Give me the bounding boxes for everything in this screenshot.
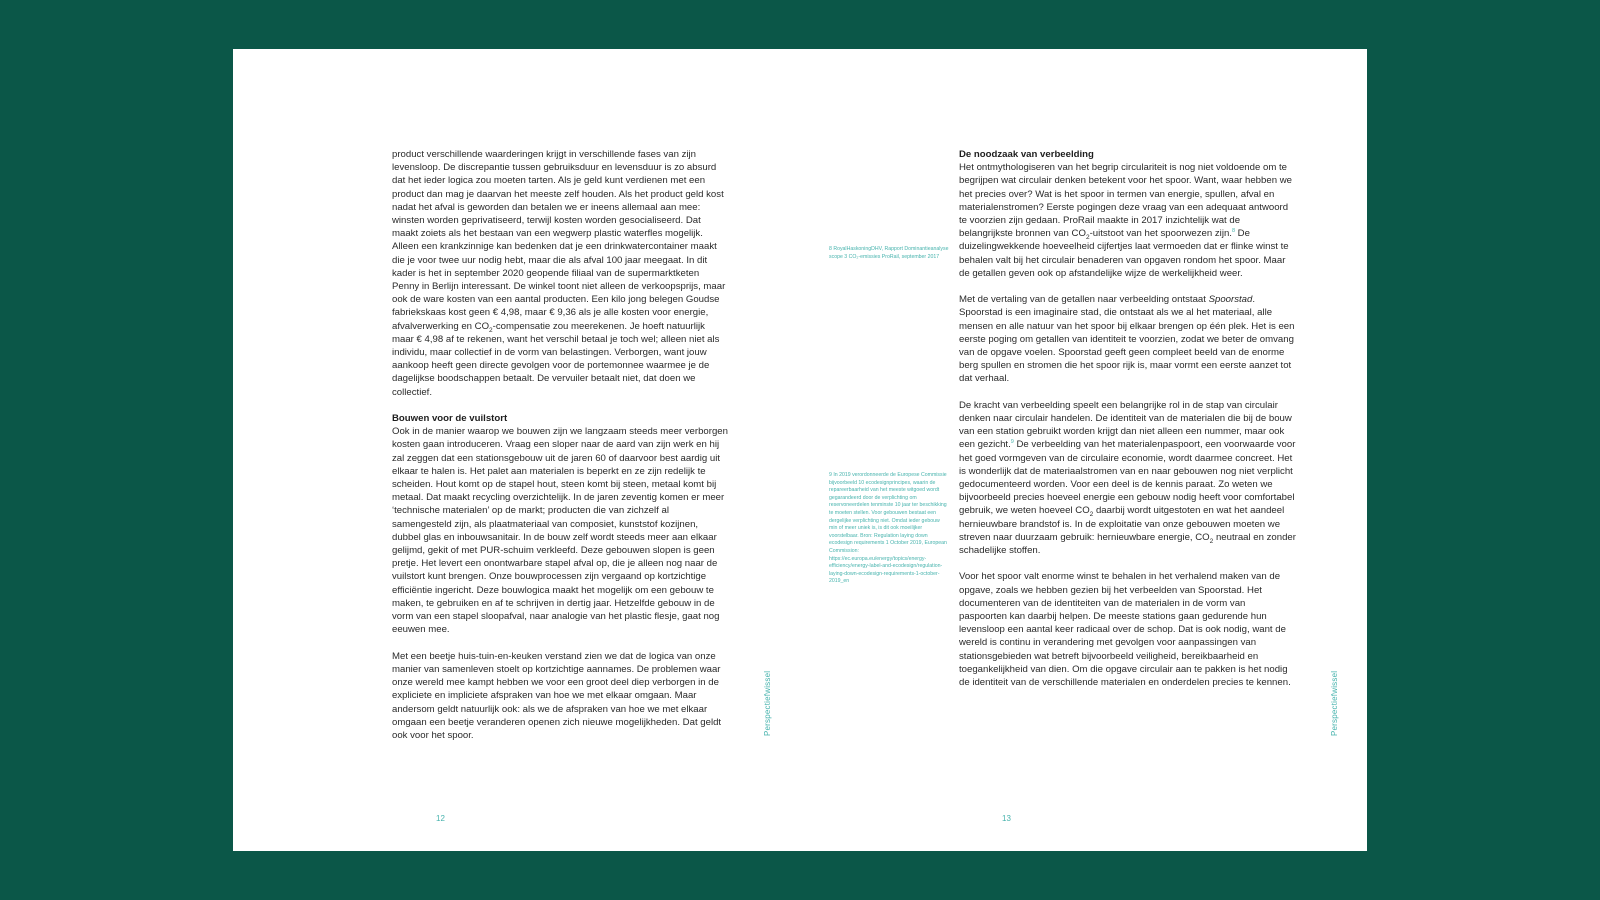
paragraph: De kracht van verbeelding speelt een belangrijke rol in de stap van circulair denken naar circulair handelen. De identiteit van de materialen die bij de bouw van een station gebruikt worden krijgt dan niet alleen een nummer, maar ook een gezicht.$^9$ De verbeelding van het materialenpaspoort, een voorwaarde voor het goed vormgeven van de circulaire economie, wordt daarmee concreet. Het is wonderlijk dat de materiaalstromen van en naar gebouwen nog niet verplicht gedocumenteerd worden. Voor een deel is de kennis paraat. Zo weten we bijvoorbeeld precies hoeveel energie een gebouw nodig heeft voor comfortabel gebruik, we weten hoeveel $CO_2$ daarbij wordt uitgestoten en wat het aandeel hernieuwbare brandstof is. In de exploitatie van onze gebouwen moeten we streven naar duurzaam gebruik: hernieuwbare energie, $CO_2$ neutraal en zonder schadelijke stoffen. <box>959 399 1296 557</box>
section-heading: De noodzaak van verbeelding <box>959 149 1094 160</box>
running-title-right: Perspectiefwissel <box>1330 670 1339 736</box>
paragraph: product verschillende waarderingen krijgt in verschillende fases van zijn levensloop. De discrepantie tussen gebruiksduur en levensduur is zo absurd dat het ieder logica zou moeten tarten. Als je geld kunt verdienen met een product dan mag je daarvan het meeste zelf houden. Als het product geld kost nadat het afval is geworden dan betalen we er ineens allemaal aan mee: winsten worden geprivatiseerd, terwijl kosten worden gesocialiseerd. Dat maakt zoiets als het bestaan van een wegwerp plastic waterfles mogelijk. Alleen een krankzinnige kan bedenken dat je een drinkwatercontainer maakt die je voor twee uur nodig hebt, maar die als afval 100 jaar meegaat. In dit kader is het in september 2020 geopende filiaal van de supermarktketen Penny in Berlijn interessant. De winkel toont niet alleen de verkoopsprijs, maar ook de ware kosten van een aantal producten. Een kilo jong belegen Goudse fabriekskaas kost geen € 4,98, maar € 9,36 als je alle kosten voor energie, afvalverwerking en $CO_2$-compensatie zou meerekenen. Je hoeft natuurlijk maar € 4,98 af te rekenen, want het verschil betaal je toch wel; alleen niet als individu, maar collectief in de vorm van belastingen. Verborgen, want jouw aankoop heeft geen directe gevolgen voor de portemonnee waarmee je de dagelijkse boodschappen betaalt. De vervuiler betaalt niet, dat doen we collectief. <box>392 149 726 398</box>
paragraph: Voor het spoor valt enorme winst te behalen in het verhalend maken van de opgave, zoals we hebben gezien bij het verbeelden van Spoorstad. Het documenteren van de identiteiten van de materialen in de vorm van paspoorten kan daarbij helpen. De meeste stations gaan gedurende hun levensloop een aantal keer radicaal over de schop. Dat is ook nodig, want de wereld is continu in verandering met gevolgen voor aanpassingen van stationsgebieden wat betreft bijvoorbeeld veiligheid, bereikbaarheid en toegankelijkheid van dien. Om die opgave circulair aan te pakken is het nodig de identiteit van de verschillende materialen en onderdelen precies te kennen. <box>959 571 1291 689</box>
paragraph: Het ontmythologiseren van het begrip circulariteit is nog niet voldoende om te begrijpen wat circulair denken betekent voor het spoor. Want, waar hebben we het precies over? Wat is het spoor in termen van energie, spullen, afval en materialenstromen? Eerste pogingen deze vraag van een adequaat antwoord te voorzien zijn gedaan. ProRail maakte in 2017 inzichtelijk wat de belangrijkste bronnen van $CO_2$-uitstoot van het spoorwezen zijn.$^8$ De duizelingwekkende hoeveelheid cijfertjes laat vermoeden dat er flinke winst te behalen valt bij het circulair benaderen van opgaven rondom het spoor. Maar de getallen geven ook op afstandelijke wijze de werkelijkheid weer. <box>959 162 1292 279</box>
right-page-body <box>959 148 1296 702</box>
footnote-ref: 9 <box>1010 439 1014 446</box>
page-number-left: 12 <box>436 814 445 823</box>
page-number-right: 13 <box>1002 814 1011 823</box>
book-spread <box>233 49 1367 851</box>
paragraph: Met een beetje huis-tuin-en-keuken verstand zien we dat de logica van onze manier van samenleven stoelt op kortzichtige aannames. De problemen waar onze wereld mee kampt hebben we voor een groot deel diep verborgen in de expliciete en impliciete afspraken van hoe we met elkaar omgaan. Maar andersom geldt natuurlijk ook: als we de afspraken van hoe we met elkaar omgaan een beetje veranderen openen zich nieuwe mogelijkheden. Dat geldt ook voor het spoor. <box>392 650 722 741</box>
footnote-8: 8 RoyalHaskoningDHV, Rapport Dominantieanalyse scope 3 CO₂-emissies ProRail, september 2017 <box>829 246 949 260</box>
running-title-left: Perspectiefwissel <box>763 670 772 736</box>
section-heading: Bouwen voor de vuilstort <box>392 413 508 425</box>
paragraph: Ook in de manier waarop we bouwen zijn we langzaam steeds meer verborgen kosten gaan introduceren. Vraag een sloper naar de aard van zijn werk en hij zal zeggen dat een stationsgebouw uit de jaren 60 of daarvoor best aardig uit elkaar te halen is. Het palet aan materialen is beperkt en ze zijn redelijk te scheiden. Hout komt op de stapel hout, steen komt bij steen, metaal komt bij metaal. Dat maakt recycling overzichtelijk. In de jaren zeventig komen er meer ‘technische materialen’ op de markt; producten die van zichzelf al samengesteld zijn, als plaatmateriaal van composiet, kunststof kozijnen, dubbel glas en inbouwsanitair. In de bouw zelf wordt steeds meer aan elkaar gelijmd, gekit of met PUR-schuim verkleefd. Deze gebouwen slopen is geen pretje. Het levert een onontwarbare stapel afval op, die je alleen nog naar de vuilstort kunt brengen. Onze bouwprocessen zijn vergaand op kortzichtige efficiëntie ingericht. Deze bouwlogica maakt het mogelijk om een gebouw te maken, te gebruiken en af te schrijven in dertig jaar. Hetzelfde gebouw in de vorm van een stapel sloopafval, naar analogie van het plastic flesje, gaat nog eeuwen mee. <box>392 426 728 636</box>
paragraph: Met de vertaling van de getallen naar verbeelding ontstaat Spoorstad. Spoorstad is een imaginaire stad, die ontstaat als we al het materiaal, alle mensen en alle natuur van het spoor bij elkaar brengen op één plek. Het is een eerste poging om getallen van identiteit te voorzien, zodat we beter de omvang van de opgave voelen. Spoorstad geeft geen compleet beeld van de enorme berg spullen en stromen die het spoor rijk is, maar vormt een eerste aanzet tot dat verhaal. <box>959 294 1295 385</box>
left-page-body <box>392 148 729 755</box>
footnote-ref: 8 <box>1231 228 1236 235</box>
footnote-9: 9 In 2019 verordonneerde de Europese Commissie bijvoorbeeld 10 ecodesignprincipes, waarin de repareerbaarheid van het meeste witgoed wordt gegarandeerd door de verplichting om reservoneerdelen tenminste 10 jaar ter beschikking te moeten stellen. Voor gebouwen bestaat een dergelijke verplichting niet. Omdat ieder gebouw min of meer uniek is, is dit ook moeilijker voorstelbaar. Bron: Regulation laying down ecodesign requirements 1 October 2019, European Commission: https://ec.europa.eu/energy/topics/energy-efficiency/energy-label-and-ecodesign/regulation-laying-down-ecodesign-requirements-1-october-2019_en <box>829 472 947 585</box>
